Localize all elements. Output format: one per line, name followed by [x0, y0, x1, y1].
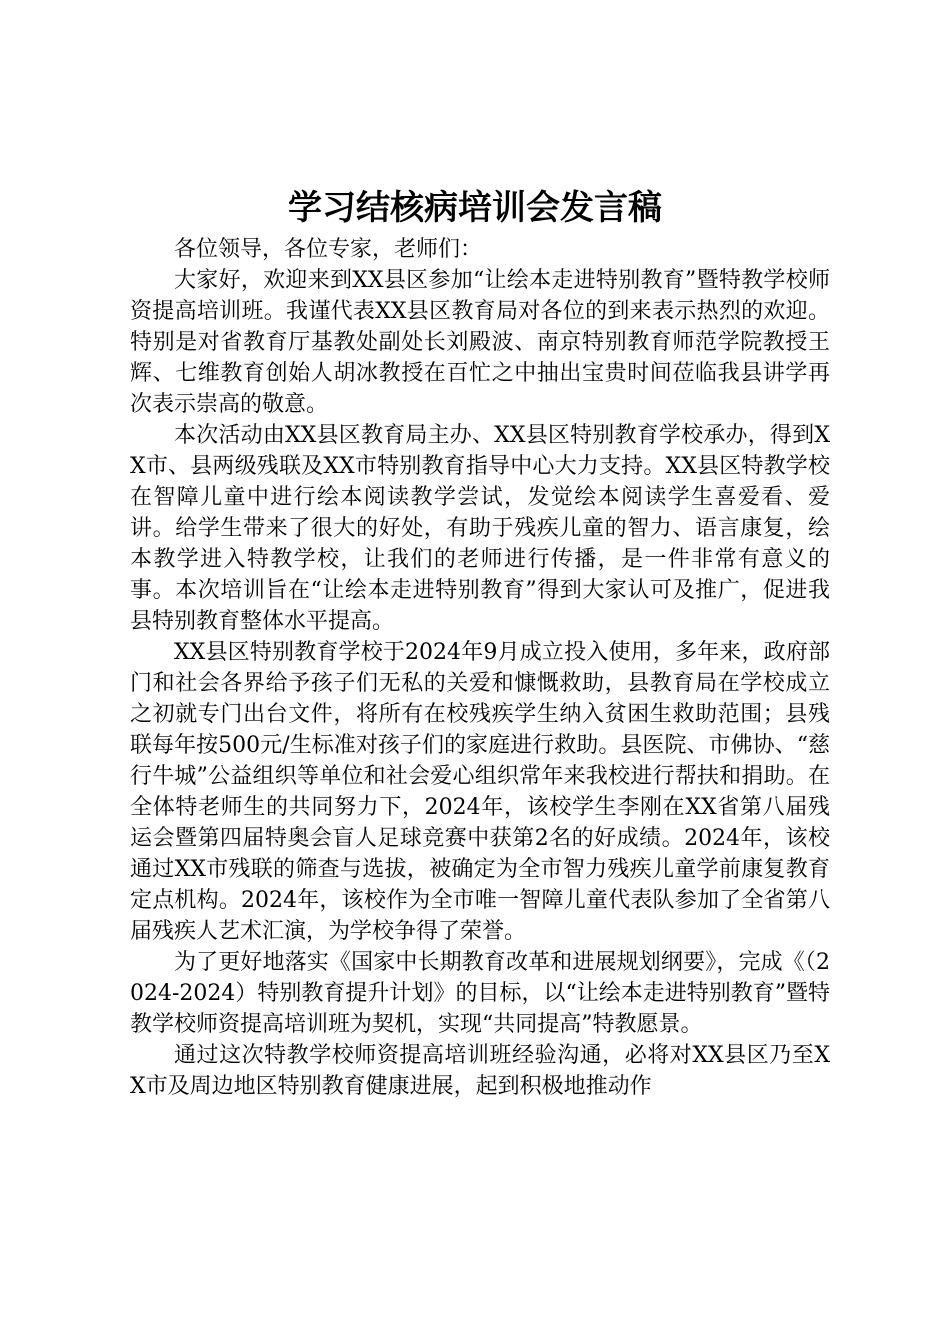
salutation: 各位领导，各位专家，老师们： — [174, 237, 483, 262]
document-title: 学习结核病培训会发言稿 — [288, 188, 662, 228]
document-body — [130, 234, 830, 1102]
paragraph-event-overview: 本次活动由XX县区教育局主办、XX县区特别教育学校承办，得到XX市、县两级残联及XX市特别教育指导中心大力支持。XX县区特教学校在智障儿童中进行绘本阅读教学尝试，发觉绘本阅读学生喜爱看、爱讲。给学生带来了很大的好处，有助于残疾儿童的智力、语言康复，绘本教学进入特教学校，让我们的老师进行传播，是一件非常有意义的事。本次培训旨在“让绘本走进特别教育”得到大家认可及推广，促进我县特别教育整体水平提高。 — [130, 423, 830, 634]
paragraph-goals: 为了更好地落实《国家中长期教育改革和进展规划纲要》，完成《（2024-2024）特别教育提升计划》的目标，以“让绘本走进特别教育”暨特教学校师资提高培训班为契机，实现“共同提高”特教愿景。 — [130, 950, 830, 1037]
paragraph-welcome: 大家好，欢迎来到XX县区参加“让绘本走进特别教育”暨特教学校师资提高培训班。我谨代表XX县区教育局对各位的到来表示热烈的欢迎。特别是对省教育厅基教处副处长刘殿波、南京特别教育师范学院教授王辉、七维教育创始人胡冰教授在百忙之中抽出宝贵时间莅临我县讲学再次表示崇高的敬意。 — [130, 268, 830, 417]
paragraph-expectation: 通过这次特教学校师资提高培训班经验沟通，必将对XX县区乃至XX市及周边地区特别教育健康进展，起到积极地推动作 — [130, 1043, 830, 1099]
paragraph-school-history: XX县区特别教育学校于2024年9月成立投入使用，多年来，政府部门和社会各界给予孩子们无私的关爱和慷慨救助，县教育局在学校成立之初就专门出台文件，将所有在校残疾学生纳入贫困生救助范围；县残联每年按500元/生标准对孩子们的家庭进行救助。县医院、市佛协、“慈行牛城”公益组织等单位和社会爱心组织常年来我校进行帮扶和捐助。在全体特老师生的共同努力下，2024年，该校学生李刚在XX省第八届残运会暨第四届特奥会盲人足球竞赛中获第2名的好成绩。2024年，该校通过XX市残联的筛查与选拔，被确定为全市智力残疾儿童学前康复教育定点机构。2024年，该校作为全市唯一智障儿童代表队参加了全省第八届残疾人艺术汇演，为学校争得了荣誉。 — [130, 640, 830, 944]
